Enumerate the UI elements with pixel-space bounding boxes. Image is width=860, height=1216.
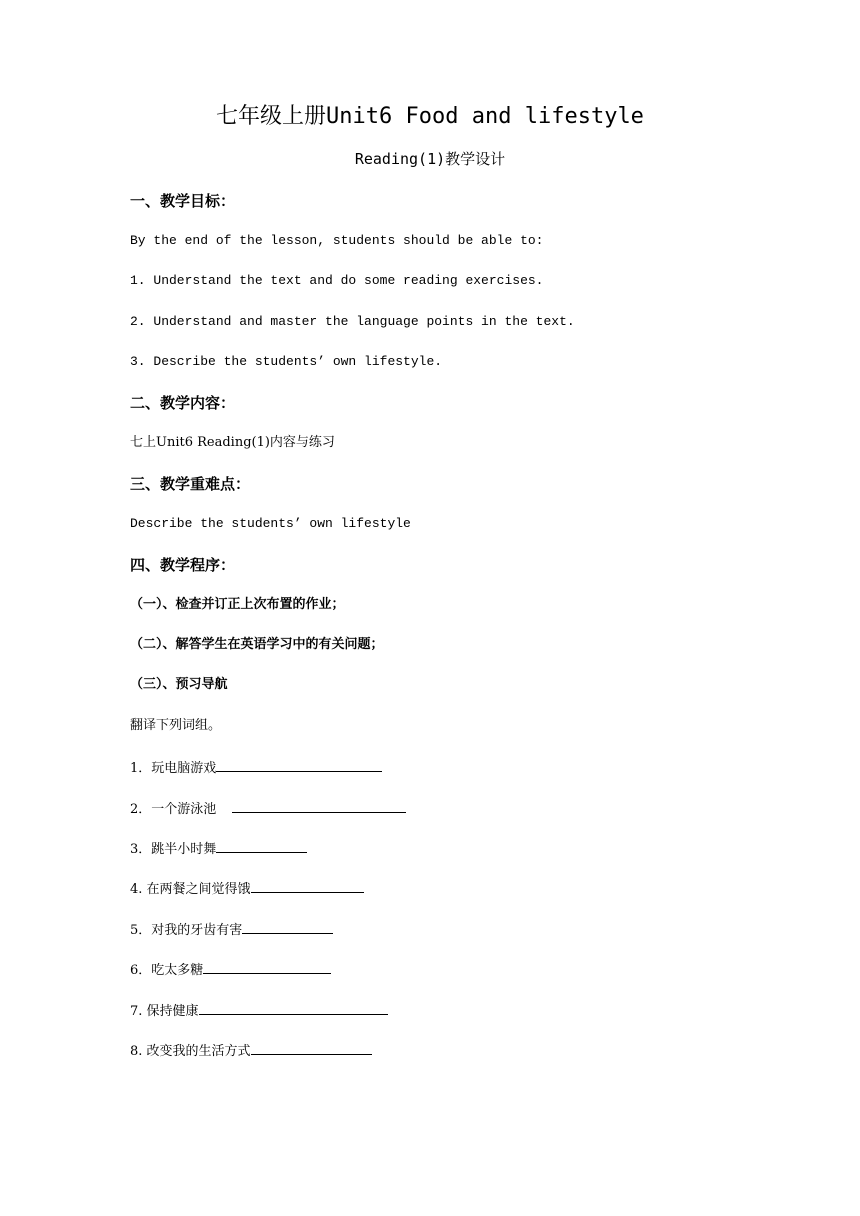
translation-item-label: 6．吃太多糖 (130, 963, 204, 978)
section-heading-key-points: 三、教学重难点： (130, 475, 251, 493)
translation-item (130, 757, 382, 778)
translation-item (130, 919, 333, 940)
translation-item-label: 7. 保持健康 (130, 1004, 199, 1019)
answer-blank[interactable] (251, 1040, 372, 1055)
translation-item-label: 1．玩电脑游戏 (130, 761, 217, 776)
translation-item-label: 3．跳半小时舞 (130, 842, 217, 857)
translation-item (130, 1040, 372, 1061)
answer-blank[interactable] (232, 798, 406, 813)
procedure-step: （三）、预习导航 (130, 677, 228, 692)
objectives-intro: By the end of the lesson, students should be able to: (130, 233, 544, 248)
section-heading-objectives: 一、教学目标： (130, 192, 236, 210)
translation-item (130, 959, 331, 980)
translation-item (130, 1000, 388, 1021)
procedure-step: （二）、解答学生在英语学习中的有关问题； (130, 637, 384, 652)
translation-item (130, 878, 364, 899)
objective-item: 1. Understand the text and do some reading exercises. (130, 273, 544, 288)
translation-item-label: 2．一个游泳池 (130, 802, 217, 817)
objective-item: 2. Understand and master the language points in the text. (130, 314, 575, 329)
translation-item (130, 838, 307, 859)
answer-blank[interactable] (199, 1000, 388, 1015)
translation-item-label: 4. 在两餐之间觉得饿 (130, 882, 251, 897)
answer-blank[interactable] (216, 838, 307, 853)
answer-blank[interactable] (216, 757, 382, 772)
translation-instruction: 翻译下列词组。 (130, 718, 222, 733)
translation-item (130, 798, 406, 819)
translation-item-label: 8. 改变我的生活方式 (130, 1044, 251, 1059)
translation-item-label: 5．对我的牙齿有害 (130, 923, 243, 938)
section-heading-procedure: 四、教学程序： (130, 556, 236, 574)
objective-item: 3. Describe the students’ own lifestyle. (130, 354, 443, 369)
section-heading-content: 二、教学内容： (130, 394, 236, 412)
key-points-text: Describe the students’ own lifestyle (130, 516, 411, 531)
content-text: 七上Unit6 Reading(1)内容与练习 (130, 435, 335, 450)
answer-blank[interactable] (242, 919, 333, 934)
document-subtitle: Reading(1)教学设计 (354, 150, 506, 168)
answer-blank[interactable] (251, 878, 364, 893)
document-title: 七年级上册Unit6 Food and lifestyle (216, 104, 644, 129)
answer-blank[interactable] (203, 959, 331, 974)
procedure-step: （一）、检查并订正上次布置的作业； (130, 597, 345, 612)
